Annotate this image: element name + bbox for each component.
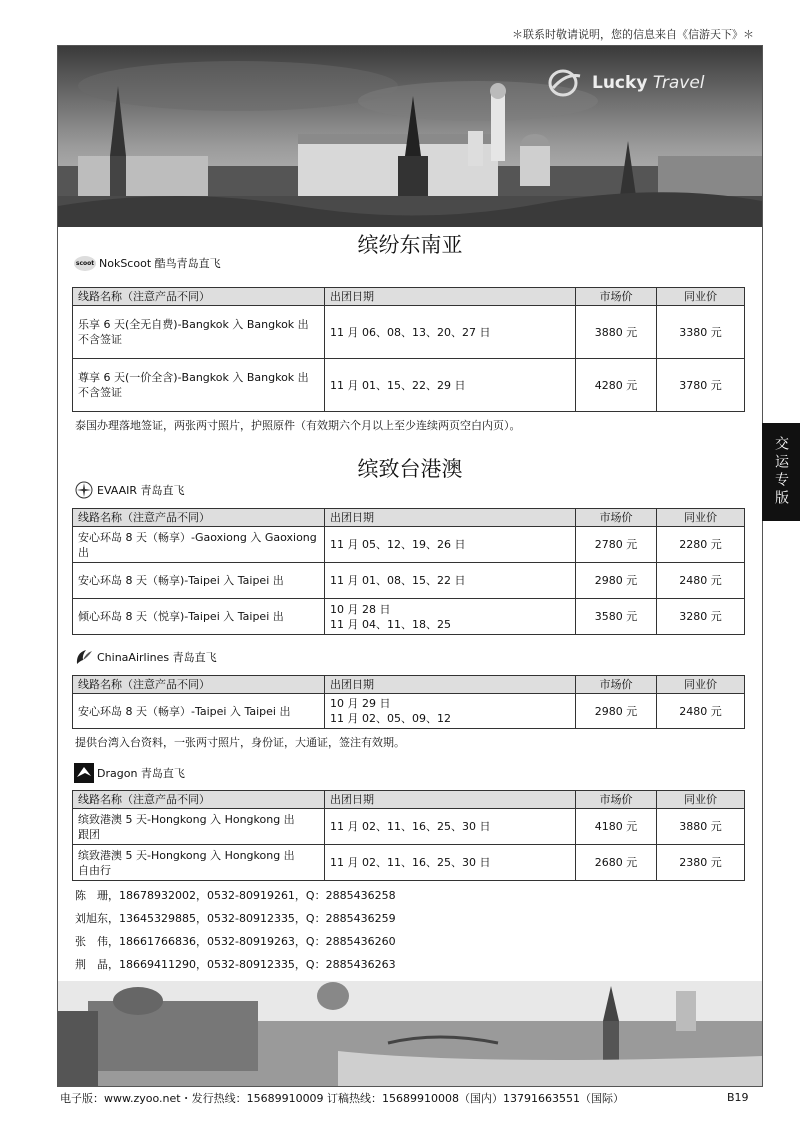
route-table-china-airlines [72,675,745,729]
route-name: 缤致港澳 5 天-Hongkong 入 Hongkong 出 自由行 [73,845,325,881]
side-tab-label: 交运专版 [762,423,800,521]
market-price: 2680 元 [576,845,657,881]
header-trade-price: 同业价 [657,509,745,527]
market-price: 4180 元 [576,809,657,845]
market-price: 2980 元 [576,563,657,599]
departure-dates: 11 月 06、08、13、20、27 日 [325,306,576,359]
header-route: 线路名称（注意产品不同） [73,791,325,809]
trade-price: 2280 元 [657,527,745,563]
contact-line: 荆 晶，18669411290，0532-80912335，Q：2885436263 [75,958,396,971]
table-header-row [73,676,745,694]
table-row [73,694,745,729]
table-row [73,809,745,845]
trade-price: 3380 元 [657,306,745,359]
section-title-southeast-asia: 缤纷东南亚 [357,233,463,257]
table-header-row [73,509,745,527]
route-name: 倾心环岛 8 天（悦享)-Taipei 入 Taipei 出 [73,599,325,635]
airline-china-airlines [74,647,217,667]
header-dates: 出团日期 [325,676,576,694]
route-name: 安心环岛 8 天（畅享）-Taipei 入 Taipei 出 [73,694,325,729]
top-note: ＊联系时敬请说明，您的信息来自《信游天下》＊ [512,28,754,41]
header-dates: 出团日期 [325,791,576,809]
plum-blossom-logo-icon [74,647,94,667]
table-row [73,359,745,412]
lucky-travel-logo [548,68,705,98]
header-trade-price: 同业价 [657,791,745,809]
table-header-row [73,288,745,306]
table-row [73,599,745,635]
table-row [73,845,745,881]
airline-evaair [74,480,185,500]
evaair-logo-icon [74,480,94,500]
departure-dates: 10 月 28 日 11 月 04、11、18、25 [325,599,576,635]
header-market-price: 市场价 [576,676,657,694]
departure-dates: 11 月 05、12、19、26 日 [325,527,576,563]
table-row [73,527,745,563]
page-number: B19 [727,1091,749,1104]
page-frame [57,45,763,1087]
trade-price: 3780 元 [657,359,745,412]
departure-dates: 11 月 01、15、22、29 日 [325,359,576,412]
trade-price: 3880 元 [657,809,745,845]
route-table-nokscoot [72,287,745,412]
header-trade-price: 同业价 [657,288,745,306]
route-name: 安心环岛 8 天（畅享）-Gaoxiong 入 Gaoxiong 出 [73,527,325,563]
market-price: 4280 元 [576,359,657,412]
moscow-river-footer-image [58,981,762,1086]
section-title-taiwan-hk-macau: 缤致台港澳 [357,457,463,481]
departure-dates: 11 月 01、08、15、22 日 [325,563,576,599]
header-dates: 出团日期 [325,509,576,527]
trade-price: 2480 元 [657,563,745,599]
route-table-evaair [72,508,745,635]
header-route: 线路名称（注意产品不同） [73,676,325,694]
footer-info: 电子版：www.zyoo.net・发行热线：15689910009 订稿热线：15689910008（国内）13791663551（国际） [60,1092,625,1105]
brand-name-bold: Lucky [592,73,648,93]
globe-logo-icon [548,68,584,98]
contact-line: 刘旭东，13645329885，0532-80912335，Q：2885436259 [75,912,396,925]
market-price: 3880 元 [576,306,657,359]
header-dates: 出团日期 [325,288,576,306]
route-name: 缤致港澳 5 天-Hongkong 入 Hongkong 出 跟团 [73,809,325,845]
table-row [73,306,745,359]
dragon-logo-icon [74,763,94,783]
brand-name-light: Travel [652,73,705,93]
airline-name: NokScoot 酷鸟青岛直飞 [99,257,221,270]
route-name: 尊享 6 天(一价全含)-Bangkok 入 Bangkok 出 不含签证 [73,359,325,412]
header-market-price: 市场价 [576,509,657,527]
departure-dates: 11 月 02、11、16、25、30 日 [325,809,576,845]
table-row [73,563,745,599]
trade-price: 3280 元 [657,599,745,635]
header-market-price: 市场价 [576,288,657,306]
airline-name: ChinaAirlines 青岛直飞 [97,651,217,664]
header-market-price: 市场价 [576,791,657,809]
market-price: 2780 元 [576,527,657,563]
market-price: 2980 元 [576,694,657,729]
header-trade-price: 同业价 [657,676,745,694]
airline-name: Dragon 青岛直飞 [97,767,185,780]
header-route: 线路名称（注意产品不同） [73,288,325,306]
route-name: 乐享 6 天(全无自费)-Bangkok 入 Bangkok 出 不含签证 [73,306,325,359]
contact-line: 陈 珊，18678932002，0532-80919261，Q：2885436258 [75,889,396,902]
airline-name: EVAAIR 青岛直飞 [97,484,185,497]
market-price: 3580 元 [576,599,657,635]
route-name: 安心环岛 8 天（畅享)-Taipei 入 Taipei 出 [73,563,325,599]
header-route: 线路名称（注意产品不同） [73,509,325,527]
trade-price: 2380 元 [657,845,745,881]
taiwan-entry-note: 提供台湾入台资料，一张两寸照片，身份证，大通证，签注有效期。 [75,736,405,749]
route-table-dragon [72,790,745,881]
airline-dragon [74,763,185,783]
contact-line: 张 伟，18661766836，0532-80919263，Q：2885436260 [75,935,396,948]
departure-dates: 10 月 29 日 11 月 02、05、09、12 [325,694,576,729]
thailand-visa-note: 泰国办理落地签证，两张两寸照片，护照原件（有效期六个月以上至少连续两页空白内页）。 [75,419,521,432]
airline-nokscoot [74,255,221,271]
table-header-row [73,791,745,809]
scoot-logo-icon: scoot [74,256,96,271]
trade-price: 2480 元 [657,694,745,729]
departure-dates: 11 月 02、11、16、25、30 日 [325,845,576,881]
